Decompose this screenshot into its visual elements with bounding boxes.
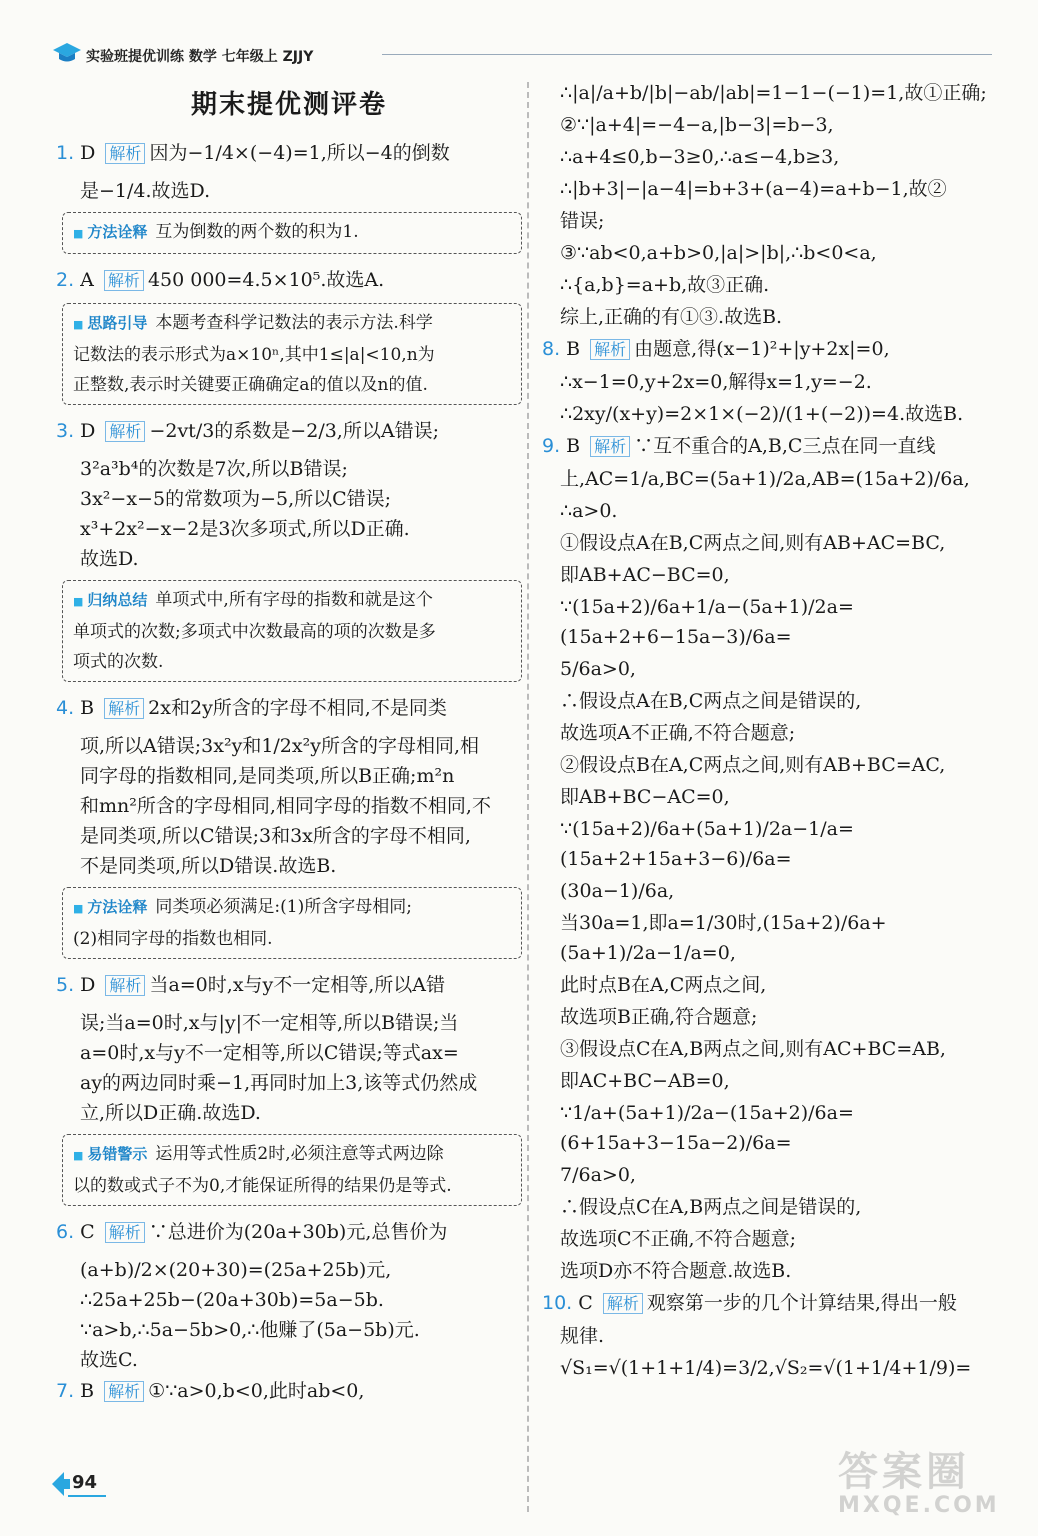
watermark-text: 答案圈: [838, 1449, 970, 1495]
text: 2x和2y所含的字母不相同,不是同类: [148, 697, 447, 719]
tip-text: 项式的次数.: [73, 652, 164, 672]
question-number: 3.: [56, 420, 75, 442]
text: 由题意,得(x−1)²+|y+2x|=0,: [634, 338, 890, 360]
column-divider: [527, 82, 529, 1512]
tip-tag: ■ 思路引导: [73, 314, 147, 332]
text-line: 3x²−x−5的常数项为−5,所以C错误;: [80, 488, 392, 510]
question-6: [56, 1216, 522, 1249]
question-number: 10.: [542, 1292, 573, 1314]
answer: B: [566, 435, 581, 457]
analysis-tag: 解析: [105, 1222, 145, 1243]
text-line: 是同类项,所以C错误;3和3x所含的字母不相同,: [80, 825, 471, 847]
tip-box: [62, 580, 522, 682]
header-rule: [382, 54, 992, 55]
text-line: ∴25a+25b−(20a+30b)=5a−5b.: [80, 1289, 384, 1311]
question-number: 2.: [56, 269, 75, 291]
text-line: 错误;: [560, 210, 605, 232]
left-column: [56, 78, 522, 1414]
analysis-tag: 解析: [105, 421, 145, 442]
question-1: [56, 137, 522, 170]
answer: D: [80, 142, 96, 164]
right-column: [542, 78, 1000, 1385]
answer: D: [80, 420, 96, 442]
question-2: [56, 264, 522, 297]
text-line: ∴x−1=0,y+2x=0,解得x=1,y=−2.: [560, 371, 872, 393]
text-line: 3²a³b⁴的次数是7次,所以B错误;: [80, 458, 348, 480]
header-text: 实验班提优训练 数学 七年级上 ZJJY: [86, 49, 314, 65]
text-line: 选项D亦不符合题意.故选B.: [560, 1260, 792, 1282]
answer: C: [80, 1221, 95, 1243]
text: 当a=0时,x与y不一定相等,所以A错: [149, 974, 446, 996]
text: ①∵a>0,b<0,此时ab<0,: [148, 1380, 365, 1402]
question-8: [542, 334, 1000, 365]
question-9: [542, 431, 1000, 462]
text-line: ∴|b+3|−|a−4|=b+3+(a−4)=a+b−1,故②: [560, 178, 947, 200]
text-line: ②∵|a+4|=−4−a,|b−3|=b−3,: [560, 114, 834, 136]
text-line: ∵(15a+2)/6a+1/a−(5a+1)/2a=(15a+2+6−15a−3)/6a=: [560, 596, 854, 648]
analysis-tag: 解析: [104, 270, 144, 291]
text-line: ∴假设点C在A,B两点之间是错误的,: [560, 1196, 862, 1218]
text-line: 不是同类项,所以D错误.故选B.: [80, 855, 337, 877]
text-line: ∴{a,b}=a+b,故③正确.: [560, 274, 770, 296]
text-line: 当30a=1,即a=1/30时,(15a+2)/6a+(5a+1)/2a−1/a=0,: [560, 912, 887, 964]
text: ∵总进价为(20a+30b)元,总售价为: [148, 1221, 448, 1243]
text-line: a=0时,x与y不一定相等,所以C错误;等式ax=: [80, 1042, 459, 1064]
text-line: 故选项B正确,符合题意;: [560, 1006, 758, 1028]
question-5: [56, 969, 522, 1002]
question-7: [56, 1375, 522, 1408]
text-line: 即AC+BC−AB=0,: [560, 1070, 730, 1092]
text-line: x³+2x²−x−2是3次多项式,所以D正确.: [80, 518, 410, 540]
tip-box: [62, 1134, 522, 1206]
analysis-tag: 解析: [603, 1293, 643, 1314]
question-3: [56, 415, 522, 448]
tip-text: 互为倒数的两个数的积为1.: [155, 222, 359, 242]
question-number: 4.: [56, 697, 75, 719]
page-number: [52, 1470, 106, 1498]
question-number: 1.: [56, 142, 75, 164]
tip-text: 单项式中,所有字母的指数和就是这个: [155, 590, 433, 610]
tip-tag: ■ 方法诠释: [73, 223, 147, 241]
text-line: 同字母的指数相同,是同类项,所以B正确;m²n: [80, 765, 455, 787]
tip-tag: ■ 方法诠释: [73, 898, 147, 916]
text-line: ay的两边同时乘−1,再同时加上3,该等式仍然成: [80, 1072, 478, 1094]
text-line: 是−1/4.故选D.: [80, 180, 211, 202]
text: −2vt/3的系数是−2/3,所以A错误;: [149, 420, 439, 442]
text-line: 综上,正确的有①③.故选B.: [560, 306, 783, 328]
analysis-tag: 解析: [104, 1381, 144, 1402]
text: 450 000=4.5×10⁵.故选A.: [147, 269, 385, 291]
tip-text: (2)相同字母的指数也相同.: [73, 929, 273, 949]
tip-text: 本题考查科学记数法的表示方法.科学: [155, 313, 433, 333]
text-line: 故选D.: [80, 548, 139, 570]
text-line: 即AB+AC−BC=0,: [560, 564, 730, 586]
text-line: ∴a+4≤0,b−3≥0,∴a≤−4,b≥3,: [560, 146, 840, 168]
text-line: 误;当a=0时,x与|y|不一定相等,所以B错误;当: [80, 1012, 459, 1034]
question-number: 9.: [542, 435, 561, 457]
text: 观察第一步的几个计算结果,得出一般: [646, 1292, 957, 1314]
question-number: 7.: [56, 1380, 75, 1402]
tip-box: [62, 303, 522, 405]
text-line: ∵(15a+2)/6a+(5a+1)/2a−1/a=(15a+2+15a+3−6)/6a=: [560, 818, 854, 870]
analysis-tag: 解析: [105, 975, 145, 996]
text-line: ③假设点C在A,B两点之间,则有AC+BC=AB,: [560, 1038, 946, 1060]
page-header: [52, 40, 992, 70]
analysis-tag: 解析: [105, 143, 145, 164]
answer: C: [578, 1292, 593, 1314]
answer: A: [80, 269, 94, 291]
tip-text: 以的数或式子不为0,才能保证所得的结果仍是等式.: [73, 1176, 452, 1196]
tip-text: 同类项必须满足:(1)所含字母相同;: [155, 897, 412, 917]
tip-tag: ■ 易错警示: [73, 1145, 147, 1163]
question-10: [542, 1288, 1000, 1319]
text-line: 即AB+BC−AC=0,: [560, 786, 730, 808]
text-line: ∴2xy/(x+y)=2×1×(−2)/(1+(−2))=4.故选B.: [560, 403, 964, 425]
text-line: 规律.: [560, 1325, 605, 1347]
text-line: ∴|a|/a+b/|b|−ab/|ab|=1−1−(−1)=1,故①正确;: [560, 82, 987, 104]
text-line: 故选项A不正确,不符合题意;: [560, 722, 796, 744]
text-line: 和mn²所含的字母相同,相同字母的指数不相同,不: [80, 795, 491, 817]
text-line: 此时点B在A,C两点之间,: [560, 974, 767, 996]
page-number-text: 94: [72, 1472, 98, 1493]
text-line: ∴a>0.: [560, 500, 618, 522]
text-line: ∴假设点A在B,C两点之间是错误的,: [560, 690, 862, 712]
analysis-tag: 解析: [590, 339, 630, 360]
text-line: √S₁=√(1+1+1/4)=3/2,√S₂=√(1+1/4+1/9)=: [560, 1357, 972, 1379]
analysis-tag: 解析: [590, 436, 630, 457]
text: 因为−1/4×(−4)=1,所以−4的倒数: [149, 142, 450, 164]
tip-tag: ■ 归纳总结: [73, 591, 147, 609]
tip-box: [62, 212, 522, 254]
answer: B: [80, 697, 95, 719]
text-line: (30a−1)/6a,: [560, 880, 675, 902]
graduation-cap-icon: [52, 40, 82, 66]
text-line: 上,AC=1/a,BC=(5a+1)/2a,AB=(15a+2)/6a,: [560, 468, 970, 490]
text-line: ③∵ab<0,a+b>0,|a|>|b|,∴b<0<a,: [560, 242, 877, 264]
tip-box: [62, 887, 522, 959]
tip-text: 正整数,表示时关键要正确确定a的值以及n的值.: [73, 375, 428, 395]
watermark: [838, 1440, 1028, 1530]
text-line: ∵1/a+(5a+1)/2a−(15a+2)/6a=(6+15a+3−15a−2)/6a=: [560, 1102, 854, 1154]
text-line: ①假设点A在B,C两点之间,则有AB+AC=BC,: [560, 532, 946, 554]
text-line: 故选C.: [80, 1349, 138, 1371]
text-line: 故选项C不正确,不符合题意;: [560, 1228, 796, 1250]
text-line: 立,所以D正确.故选D.: [80, 1102, 261, 1124]
text-line: ∵a>b,∴5a−5b>0,∴他赚了(5a−5b)元.: [80, 1319, 420, 1341]
question-number: 8.: [542, 338, 561, 360]
question-number: 5.: [56, 974, 75, 996]
text-line: (a+b)/2×(20+30)=(25a+25b)元,: [80, 1259, 392, 1281]
watermark-url: MXQE.COM: [838, 1493, 1000, 1518]
tip-text: 运用等式性质2时,必须注意等式两边除: [155, 1144, 444, 1164]
text-line: 7/6a>0,: [560, 1164, 636, 1186]
analysis-tag: 解析: [104, 698, 144, 719]
page-title: 期末提优测评卷: [190, 90, 387, 120]
answer: B: [566, 338, 581, 360]
question-number: 6.: [56, 1221, 75, 1243]
text-line: 5/6a>0,: [560, 658, 636, 680]
text: ∵互不重合的A,B,C三点在同一直线: [634, 435, 936, 457]
answer: D: [80, 974, 96, 996]
question-4: [56, 692, 522, 725]
tip-text: 单项式的次数;多项式中次数最高的项的次数是多: [73, 622, 436, 642]
text-line: 项,所以A错误;3x²y和1/2x²y所含的字母相同,相: [80, 735, 480, 757]
text-line: ②假设点B在A,C两点之间,则有AB+BC=AC,: [560, 754, 946, 776]
answer: B: [80, 1380, 95, 1402]
tip-text: 记数法的表示形式为a×10ⁿ,其中1≤|a|<10,n为: [73, 345, 435, 365]
